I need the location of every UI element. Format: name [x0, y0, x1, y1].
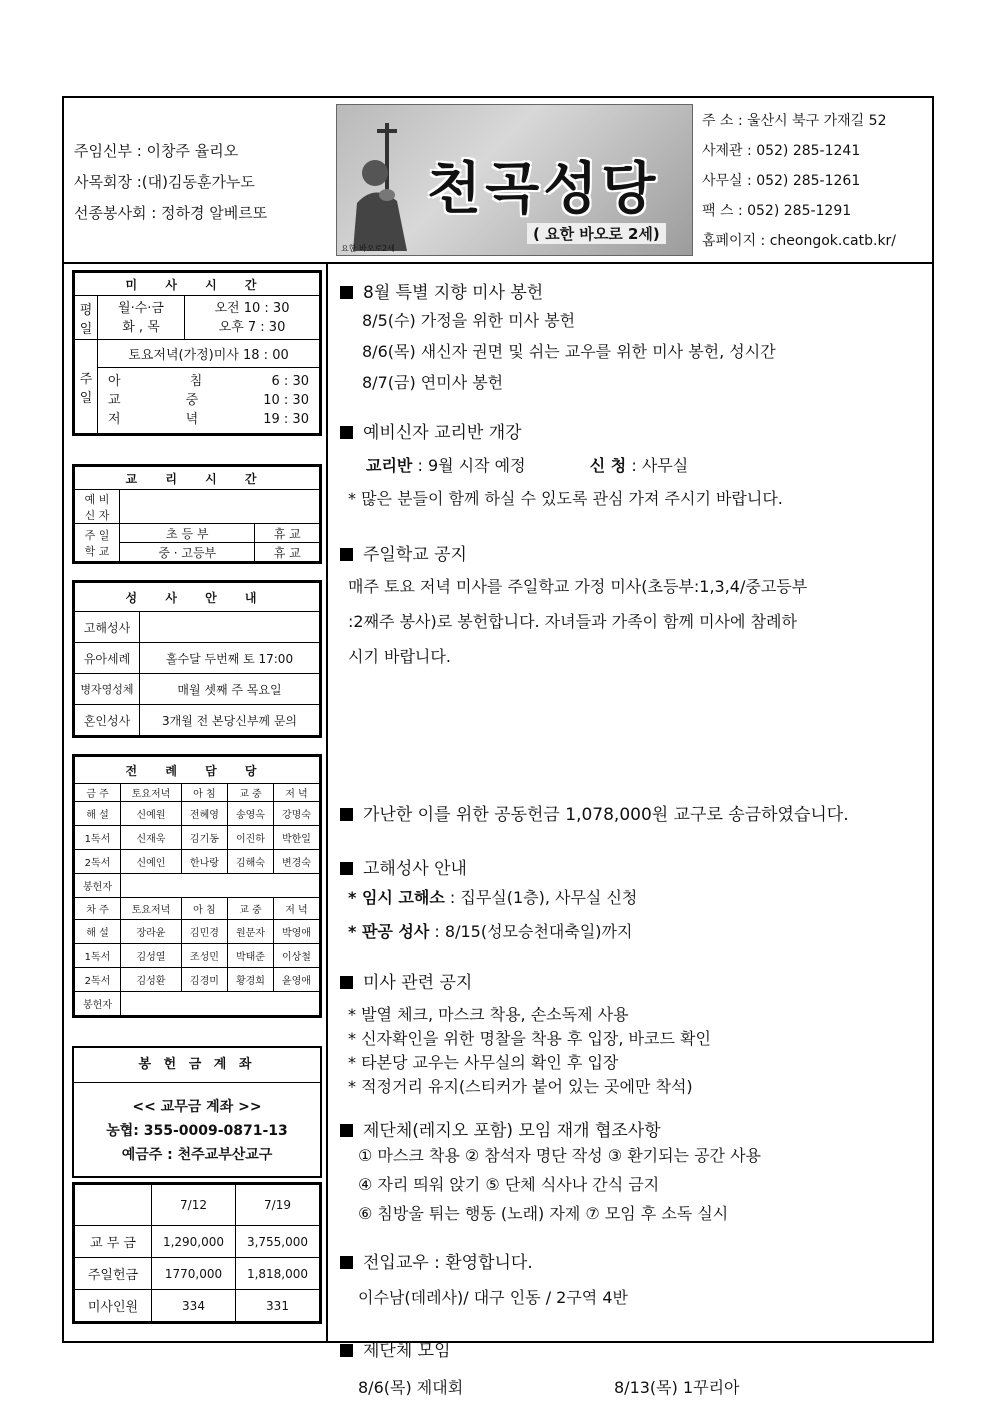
catechumen-label: 예 비 신 자	[75, 490, 120, 524]
account-title: 봉 헌 금 계 좌	[74, 1048, 320, 1083]
rectory-phone: 사제관 : 052) 285-1241	[702, 143, 861, 159]
square-bullet-icon	[340, 862, 353, 875]
section-new-parishioner	[340, 1248, 628, 1308]
weekday-label: 평일	[75, 296, 98, 340]
liturgy-header-cell: 토요저녁	[121, 784, 182, 802]
sacrament-name: 혼인성사	[75, 705, 140, 736]
liturgy-cell: 강명숙	[273, 802, 319, 826]
sunday-school-label: 주 일 학 교	[75, 524, 120, 562]
body-label: * 판공 성사	[348, 922, 430, 941]
body-line: 8/7(금) 연미사 봉헌	[362, 373, 504, 392]
sacrament-name: 병자영성체	[75, 674, 140, 705]
body-line	[348, 915, 637, 949]
section-title	[340, 1336, 740, 1361]
mass-name: 침	[189, 374, 203, 389]
apply-value: : 사무실	[626, 456, 689, 475]
body-line: * 타본당 교우는 사무실의 확인 후 입장	[348, 1053, 619, 1072]
apply-label: 신 청	[589, 456, 627, 475]
liturgy-cell: 해 설	[75, 802, 121, 826]
address: 주 소 : 울산시 북구 가재길 52	[702, 113, 887, 129]
liturgy-cell: 김경미	[181, 968, 227, 992]
square-bullet-icon	[340, 976, 353, 989]
liturgy-cell: 장라윤	[121, 920, 182, 944]
liturgy-header-cell: 토요저녁	[121, 898, 182, 920]
body-line: ⑥ 침방울 튀는 행동 (노래) 자제 ⑦ 모임 후 소독 실시	[358, 1204, 729, 1223]
sacrament-name: 고해성사	[75, 612, 140, 643]
liturgy-cell: 이상철	[273, 944, 319, 968]
mass-name: 저	[108, 412, 121, 427]
class-label: 교리반	[366, 456, 413, 475]
offering-value: 331	[236, 1290, 320, 1322]
body-line: :2째주 봉사)로 봉헌합니다. 자녀들과 가족이 함께 미사에 참례하	[348, 612, 797, 631]
body-line: ④ 자리 띄워 앉기 ⑤ 단체 식사나 간식 금지	[358, 1175, 660, 1194]
offering-value: 1770,000	[152, 1258, 236, 1290]
sacrament-info	[140, 612, 320, 643]
sunday-label: 주일	[75, 340, 98, 434]
account-box	[72, 1046, 322, 1178]
liturgy-cell: 김민경	[181, 920, 227, 944]
liturgy-header-cell: 저 녁	[273, 784, 319, 802]
mass-time: 6 : 30	[271, 374, 309, 389]
section-title-text: 8월 특별 지향 미사 봉헌	[363, 283, 544, 303]
section-title-text: 가난한 이를 위한 공동헌금 1,078,000원 교구로 송금하였습니다.	[363, 805, 849, 825]
photo-caption: 요한 바오로2세	[341, 244, 396, 253]
liturgy-cell: 원문자	[227, 920, 273, 944]
liturgy-cell: 박영애	[273, 920, 319, 944]
body-label: * 임시 고해소	[348, 888, 445, 907]
section-title	[340, 1248, 628, 1273]
offertory-value	[121, 874, 320, 898]
liturgy-box	[72, 754, 322, 1018]
offering-label: 교 무 금	[75, 1226, 152, 1258]
section-body	[340, 569, 807, 674]
body-line	[348, 881, 637, 915]
sacrament-name: 유아세례	[75, 643, 140, 674]
section-group-meetings	[340, 1116, 761, 1228]
weekday-days: 월·수·금 화 , 목	[98, 296, 185, 340]
catechism-title: 교 리 시 간	[75, 467, 320, 490]
section-confession	[340, 854, 637, 949]
meeting-item: 8/6(목) 제대회	[358, 1378, 464, 1397]
liturgy-title: 전 례 담 당	[75, 757, 320, 784]
mass-times-title: 미 사 시 간	[75, 273, 320, 296]
body-line: ① 마스크 착용 ② 참석자 명단 작성 ③ 환기되는 공간 사용	[358, 1146, 762, 1165]
mass-name: 중	[185, 393, 199, 408]
liturgy-header-cell: 아 침	[181, 784, 227, 802]
section-body	[340, 1003, 711, 1099]
body-line: 8/6(목) 새신자 권면 및 쉬는 교우를 위한 미사 봉헌, 성시간	[362, 342, 776, 361]
mass-time: 10 : 30	[263, 393, 309, 408]
liturgy-header-cell: 교 중	[227, 784, 273, 802]
catechism-box	[72, 464, 322, 564]
liturgy-cell: 박한일	[273, 826, 319, 850]
liturgy-cell: 조성민	[181, 944, 227, 968]
offering-value: 1,818,000	[236, 1258, 320, 1290]
mass-name: 녁	[185, 412, 199, 427]
sacraments-title: 성 사 안 내	[75, 583, 320, 612]
section-title	[340, 278, 776, 303]
liturgy-header-cell: 저 녁	[273, 898, 319, 920]
square-bullet-icon	[340, 1256, 353, 1269]
body-line: 시기 바랍니다.	[348, 647, 451, 666]
offering-value: 3,755,000	[236, 1226, 320, 1258]
offering-header-cell: 7/12	[152, 1185, 236, 1226]
sunday-school-status: 휴 교	[255, 543, 320, 562]
bulletin-frame	[62, 96, 934, 1397]
liturgy-cell: 변경숙	[273, 850, 319, 874]
body-line	[340, 1375, 740, 1398]
catechism-table	[74, 466, 320, 562]
sunday-school-grade: 초 등 부	[120, 524, 255, 543]
offering-header-cell	[75, 1185, 152, 1226]
section-title-text: 예비신자 교리반 개강	[363, 423, 522, 443]
sacrament-info: 매월 셋째 주 목요일	[140, 674, 320, 705]
section-title	[340, 1116, 761, 1141]
offering-label: 주일헌금	[75, 1258, 152, 1290]
staff-line: 사목회장 :(대)김동훈가누도	[74, 173, 255, 191]
liturgy-cell: 김성열	[121, 944, 182, 968]
offering-value: 334	[152, 1290, 236, 1322]
offering-table	[74, 1184, 320, 1322]
body-value: : 집무실(1층), 사무실 신청	[444, 888, 638, 907]
section-catechumen-class	[340, 418, 783, 509]
weekday-times: 오전 10 : 30 오후 7 : 30	[185, 296, 320, 340]
section-body	[340, 1141, 761, 1228]
body-line: 매주 토요 저녁 미사를 주일학교 가정 미사(초등부:1,3,4/중고등부	[348, 577, 808, 596]
offertory-label: 봉헌자	[75, 992, 121, 1016]
account-details	[74, 1083, 320, 1167]
staff-list	[74, 136, 267, 229]
section-collection	[340, 800, 849, 825]
offering-header-cell: 7/19	[236, 1185, 320, 1226]
section-title	[340, 854, 637, 879]
section-title	[340, 800, 849, 825]
liturgy-header-cell: 교 중	[227, 898, 273, 920]
offering-value: 1,290,000	[152, 1226, 236, 1258]
mass-times-table	[74, 272, 320, 434]
liturgy-header-cell: 차 주	[75, 898, 121, 920]
offering-label: 미사인원	[75, 1290, 152, 1322]
sunday-mass-row	[98, 391, 319, 410]
liturgy-cell: 해 설	[75, 920, 121, 944]
account-holder: 예금주 : 천주교부산교구	[121, 1147, 273, 1163]
sunday-school-grade: 중 · 고등부	[120, 543, 255, 562]
square-bullet-icon	[340, 1344, 353, 1357]
sacraments-box	[72, 580, 322, 738]
section-mass-notice	[340, 968, 711, 1099]
catechumen-value	[120, 490, 320, 524]
liturgy-cell: 2독서	[75, 968, 121, 992]
sunday-mass-list	[98, 368, 320, 434]
section-sunday-school	[340, 540, 807, 674]
liturgy-cell: 김성환	[121, 968, 182, 992]
offering-box	[72, 1182, 322, 1324]
offertory-value	[121, 992, 320, 1016]
square-bullet-icon	[340, 808, 353, 821]
body-line: * 신자확인을 위한 명찰을 착용 후 입장, 바코드 확인	[348, 1029, 711, 1048]
section-title-text: 제단체 모임	[363, 1341, 451, 1361]
section-title-text: 전입교우 : 환영합니다.	[363, 1253, 533, 1273]
body-line: 이수남(데레사)/ 대구 인동 / 2구역 4반	[358, 1288, 628, 1307]
fax: 팩 스 : 052) 285-1291	[702, 203, 852, 219]
liturgy-cell: 윤영애	[273, 968, 319, 992]
office-phone: 사무실 : 052) 285-1261	[702, 173, 861, 189]
liturgy-table	[74, 756, 320, 1016]
body-line: * 적정거리 유지(스티커가 붙어 있는 곳에만 착석)	[348, 1077, 693, 1096]
liturgy-cell: 송영옥	[227, 802, 273, 826]
section-title	[340, 418, 783, 443]
class-value: : 9월 시작 예정	[412, 456, 526, 475]
sunday-mass-row	[98, 372, 319, 391]
section-special-masses	[340, 278, 776, 398]
sacraments-table	[74, 582, 320, 736]
liturgy-cell: 한나랑	[181, 850, 227, 874]
liturgy-cell: 김기동	[181, 826, 227, 850]
sacrament-info: 3개월 전 본당신부께 문의	[140, 705, 320, 736]
sunday-school-status: 휴 교	[255, 524, 320, 543]
body-line: 8/5(수) 가정을 위한 미사 봉헌	[362, 311, 576, 330]
body-line: * 발열 체크, 마스크 착용, 손소독제 사용	[348, 1005, 629, 1024]
sacrament-info: 홀수달 두번째 토 17:00	[140, 643, 320, 674]
section-body	[340, 305, 776, 398]
body-value: : 8/15(성모승천대축일)까지	[429, 922, 633, 941]
staff-line: 주임신부 : 이창주 율리오	[74, 142, 239, 160]
account-number: 농협: 355-0009-0871-13	[106, 1123, 288, 1139]
liturgy-cell: 1독서	[75, 944, 121, 968]
liturgy-cell: 2독서	[75, 850, 121, 874]
section-body	[340, 453, 783, 476]
liturgy-cell: 이진하	[227, 826, 273, 850]
saturday-mass: 토요저녁(가정)미사 18 : 00	[98, 340, 320, 368]
section-title-text: 미사 관련 공지	[363, 973, 473, 993]
header	[64, 98, 932, 264]
square-bullet-icon	[340, 1124, 353, 1137]
section-title	[340, 968, 711, 993]
church-name: 천곡성당	[427, 156, 660, 222]
note-line: * 많은 분들이 함께 하실 수 있도록 관심 가져 주시기 바랍니다.	[348, 489, 783, 508]
square-bullet-icon	[340, 286, 353, 299]
liturgy-cell: 황경희	[227, 968, 273, 992]
liturgy-cell: 신재욱	[121, 826, 182, 850]
sunday-mass-row	[98, 410, 319, 429]
account-heading: << 교무금 계좌 >>	[132, 1099, 262, 1115]
section-body	[340, 881, 637, 949]
offertory-label: 봉헌자	[75, 874, 121, 898]
liturgy-cell: 1독서	[75, 826, 121, 850]
mass-time: 19 : 30	[263, 412, 309, 427]
meeting-item: 8/13(목) 1꾸리아	[614, 1378, 740, 1397]
mass-times-box	[72, 270, 322, 436]
staff-line: 선종봉사회 : 정하경 알베르또	[74, 204, 268, 222]
square-bullet-icon	[340, 426, 353, 439]
liturgy-cell: 전혜영	[181, 802, 227, 826]
section-title	[340, 540, 807, 565]
mass-name: 교	[108, 393, 121, 408]
section-title-text: 주일학교 공지	[363, 545, 467, 565]
liturgy-cell: 신예원	[121, 802, 182, 826]
section-title-text: 제단체(레지오 포함) 모임 재개 협조사항	[363, 1121, 661, 1141]
liturgy-header-cell: 금 주	[75, 784, 121, 802]
square-bullet-icon	[340, 548, 353, 561]
section-group-schedule	[340, 1336, 740, 1398]
contact-info	[702, 106, 896, 256]
homepage-link[interactable]: 홈페이지 : cheongok.catb.kr/	[702, 233, 897, 249]
church-banner	[336, 104, 693, 256]
liturgy-cell: 박태준	[227, 944, 273, 968]
column-divider	[326, 262, 328, 1341]
pope-figure-image	[347, 123, 417, 251]
patron-saint: ( 요한 바오로 2세)	[527, 223, 666, 244]
liturgy-cell: 신예인	[121, 850, 182, 874]
liturgy-cell: 김해숙	[227, 850, 273, 874]
section-title-text: 고해성사 안내	[363, 859, 467, 879]
mass-name: 아	[108, 374, 121, 389]
liturgy-header-cell: 아 침	[181, 898, 227, 920]
